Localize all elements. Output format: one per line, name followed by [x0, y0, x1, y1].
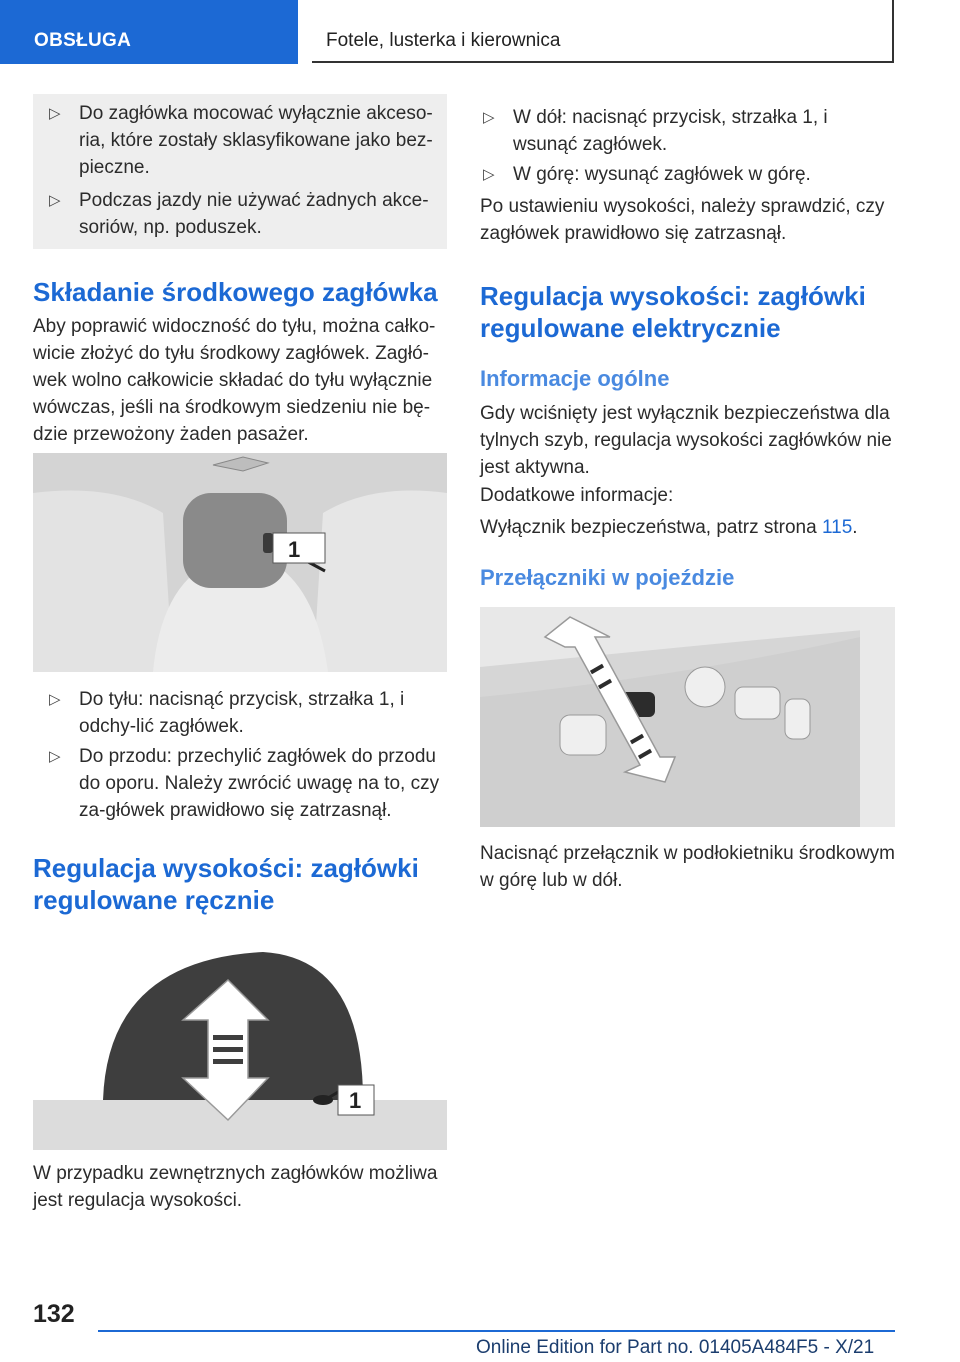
triangle-bullet-icon: ▷	[49, 748, 61, 765]
heading-folding: Składanie środkowego zagłówka	[33, 277, 438, 307]
chapter-title: Fotele, lusterka i kierownica	[326, 30, 561, 51]
footer-edition: Online Edition for Part no. 01405A484F5 - X/21	[476, 1337, 875, 1358]
headrest-manual-illustration	[33, 950, 447, 1150]
footer-divider	[98, 1330, 895, 1332]
armrest-switch-illustration	[480, 607, 895, 827]
triangle-bullet-icon: ▷	[49, 105, 61, 122]
triangle-bullet-icon: ▷	[483, 166, 495, 183]
heading-switches: Przełączniki w pojeździe	[480, 565, 735, 590]
heading-general-info: Informacje ogólne	[480, 366, 670, 391]
paragraph-additional: Dodatkowe informacje:	[480, 485, 674, 506]
paragraph-after-adjust: Po ustawieniu wysokości, należy sprawdzić, czy zagłówek prawidłowo się zatrzasnął.	[480, 196, 885, 244]
note-item: ▷ Do zagłówka mocować wyłącznie akceso-ria, które zostały sklasyfikowane jako bez-pieczne.	[33, 100, 438, 181]
arrow-label: 1	[288, 537, 301, 562]
chapter-header	[312, 0, 894, 63]
headrest-fold-illustration	[33, 453, 447, 672]
step-item: ▷ Do przodu: przechylić zagłówek do przodu do oporu. Należy zwrócić uwagę na to, czy za-główek prawidłowo się zatrzasnął.	[33, 743, 447, 824]
section-title: OBSŁUGA	[34, 30, 132, 51]
arrow-label: 1	[349, 1088, 362, 1113]
heading-manual-height: Regulacja wysokości: zagłówki regulowane ręcznie	[33, 853, 419, 915]
step-item: ▷ Do tyłu: nacisnąć przycisk, strzałka 1, i odchy-lić zagłówek.	[33, 686, 447, 740]
section-tab	[0, 0, 298, 64]
paragraph-folding: Aby poprawić widoczność do tyłu, można całko-wicie złożyć do tyłu środkowy zagłówek. Zagłó-wek wolno całkowicie składać do tyłu wyłącznie wówczas, jeśli na środkowym siedzeniu nie bę-dzie przewożony żaden pasażer.	[33, 316, 436, 445]
page-number: 132	[33, 1300, 75, 1328]
triangle-bullet-icon: ▷	[483, 109, 495, 126]
step-item: ▷ W dół: nacisnąć przycisk, strzałka 1, i wsunąć zagłówek.	[467, 104, 895, 158]
paragraph-press-switch: Nacisnąć przełącznik w podłokietniku środkowym w górę lub w dół.	[480, 843, 896, 891]
page-link[interactable]: 115	[821, 517, 853, 538]
heading-electric-height: Regulacja wysokości: zagłówki regulowane elektrycznie	[480, 281, 866, 343]
triangle-bullet-icon: ▷	[49, 691, 61, 708]
paragraph-general: Gdy wciśnięty jest wyłącznik bezpieczeństwa dla tylnych szyb, regulacja wysokości zagłówków nie jest aktywna.	[480, 403, 892, 478]
note-item: ▷ Podczas jazdy nie używać żadnych akce-soriów, np. poduszek.	[33, 187, 438, 241]
paragraph-safety-switch: Wyłącznik bezpieczeństwa, patrz strona 115.	[480, 517, 858, 538]
triangle-bullet-icon: ▷	[49, 192, 61, 209]
step-item: ▷ W górę: wysunąć zagłówek w górę.	[467, 161, 895, 188]
paragraph-outer-headrests: W przypadku zewnętrznych zagłówków możliwa jest regulacja wysokości.	[33, 1163, 438, 1211]
